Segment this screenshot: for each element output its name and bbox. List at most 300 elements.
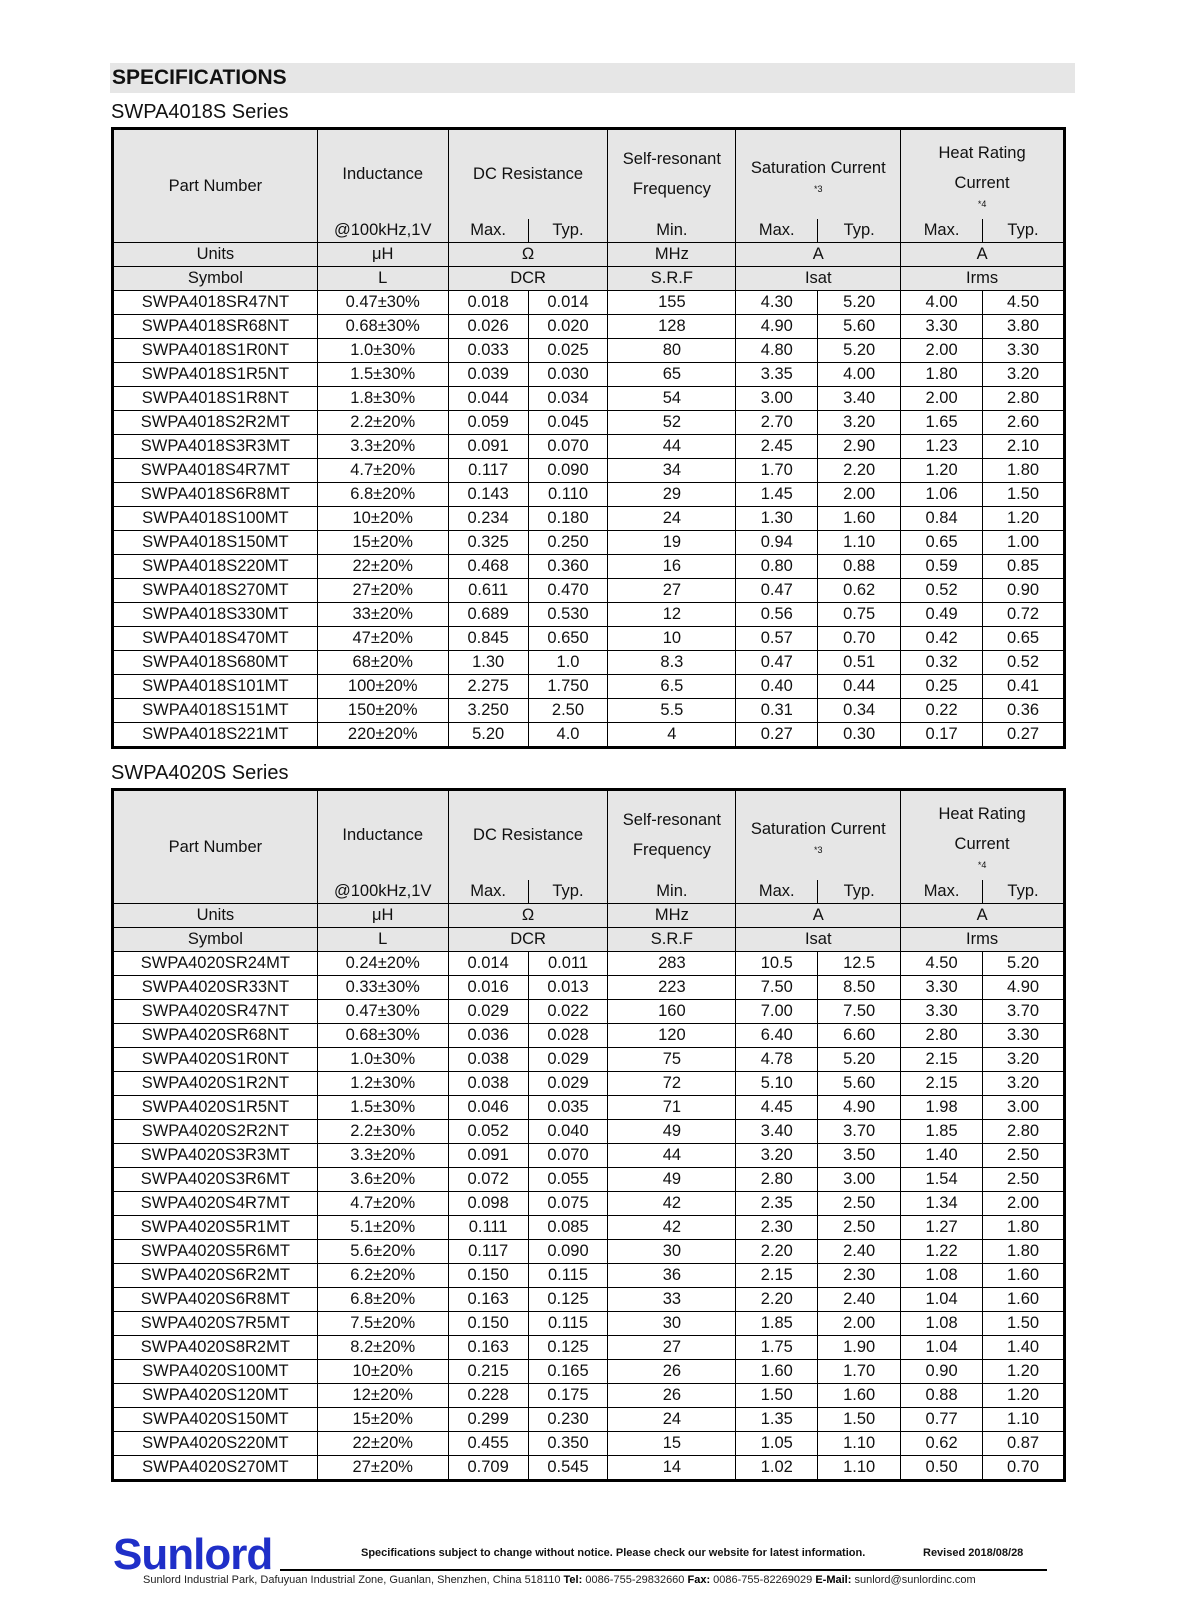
cell-isat-max: 4.80 — [736, 338, 818, 362]
cond-heat-max: Max. — [901, 880, 983, 904]
header-srf-line1: Self-resonant — [622, 811, 721, 830]
cell-dcr-max: 2.275 — [448, 674, 528, 698]
cell-irms-max: 0.17 — [901, 722, 983, 747]
cell-dcr-max: 0.468 — [448, 554, 528, 578]
table-row — [113, 698, 1065, 722]
cell-srf-min: 65 — [608, 362, 736, 386]
cell-irms-max: 2.00 — [901, 386, 983, 410]
header-sat-note: *3 — [813, 184, 823, 195]
cell-irms-typ: 0.41 — [983, 674, 1065, 698]
cell-irms-max: 0.32 — [901, 650, 983, 674]
header-self-resonant-frequency — [608, 790, 736, 880]
cell-srf-min: 44 — [608, 434, 736, 458]
cell-inductance: 3.3±20% — [317, 1143, 448, 1167]
header-self-resonant-frequency — [608, 129, 736, 219]
cell-irms-typ: 3.30 — [983, 338, 1065, 362]
cell-dcr-typ: 0.085 — [528, 1215, 608, 1239]
cell-dcr-typ: 0.470 — [528, 578, 608, 602]
cell-irms-typ: 1.60 — [983, 1263, 1065, 1287]
table-row — [113, 722, 1065, 747]
cell-dcr-typ: 0.360 — [528, 554, 608, 578]
cell-dcr-typ: 0.125 — [528, 1335, 608, 1359]
cell-irms-typ: 2.80 — [983, 386, 1065, 410]
cell-isat-typ: 2.50 — [818, 1215, 901, 1239]
symbol-srf: S.R.F — [608, 266, 736, 290]
cell-dcr-typ: 0.035 — [528, 1095, 608, 1119]
cell-part-number: SWPA4018SR47NT — [113, 290, 318, 314]
cell-isat-typ: 3.20 — [818, 410, 901, 434]
table-row — [113, 1311, 1065, 1335]
table-row — [113, 1071, 1065, 1095]
cell-irms-typ: 3.30 — [983, 1023, 1065, 1047]
cell-dcr-typ: 0.090 — [528, 458, 608, 482]
cell-isat-typ: 7.50 — [818, 999, 901, 1023]
symbol-srf: S.R.F — [608, 927, 736, 951]
cell-isat-typ: 5.20 — [818, 1047, 901, 1071]
cell-srf-min: 80 — [608, 338, 736, 362]
table-row — [113, 1407, 1065, 1431]
cell-srf-min: 33 — [608, 1287, 736, 1311]
cell-dcr-typ: 0.028 — [528, 1023, 608, 1047]
cell-part-number: SWPA4020S150MT — [113, 1407, 318, 1431]
cell-irms-max: 1.22 — [901, 1239, 983, 1263]
cell-inductance: 10±20% — [317, 506, 448, 530]
unit-srf: MHz — [608, 903, 736, 927]
cond-heat-typ: Typ. — [983, 219, 1065, 243]
cell-irms-max: 1.34 — [901, 1191, 983, 1215]
table-row — [113, 1047, 1065, 1071]
cell-dcr-max: 5.20 — [448, 722, 528, 747]
footer-contact — [143, 1574, 976, 1586]
table-row — [113, 1119, 1065, 1143]
footer-address: Sunlord Industrial Park, Dafuyuan Industrial Zone, Guanlan, Shenzhen, China 518110 — [143, 1574, 561, 1586]
cell-isat-max: 0.47 — [736, 578, 818, 602]
cell-dcr-typ: 1.0 — [528, 650, 608, 674]
cell-isat-max: 2.20 — [736, 1239, 818, 1263]
cell-irms-max: 2.15 — [901, 1047, 983, 1071]
cell-inductance: 33±20% — [317, 602, 448, 626]
cell-inductance: 68±20% — [317, 650, 448, 674]
cell-irms-typ: 1.80 — [983, 458, 1065, 482]
cell-dcr-typ: 0.650 — [528, 626, 608, 650]
cell-srf-min: 27 — [608, 1335, 736, 1359]
cell-irms-max: 1.08 — [901, 1311, 983, 1335]
cell-inductance: 5.1±20% — [317, 1215, 448, 1239]
cell-isat-max: 1.05 — [736, 1431, 818, 1455]
header-heat-rating-current — [901, 129, 1065, 219]
cell-irms-max: 1.98 — [901, 1095, 983, 1119]
cell-dcr-typ: 0.115 — [528, 1311, 608, 1335]
cell-dcr-typ: 0.125 — [528, 1287, 608, 1311]
cell-srf-min: 6.5 — [608, 674, 736, 698]
unit-heat: A — [901, 903, 1065, 927]
cell-inductance: 6.8±20% — [317, 1287, 448, 1311]
cell-inductance: 7.5±20% — [317, 1311, 448, 1335]
cell-dcr-max: 0.018 — [448, 290, 528, 314]
cell-isat-max: 4.90 — [736, 314, 818, 338]
cell-isat-typ: 8.50 — [818, 975, 901, 999]
cell-srf-min: 8.3 — [608, 650, 736, 674]
cell-dcr-typ: 0.070 — [528, 434, 608, 458]
unit-inductance: μH — [317, 242, 448, 266]
table-row — [113, 1167, 1065, 1191]
table-row — [113, 951, 1065, 975]
cell-irms-max: 0.88 — [901, 1383, 983, 1407]
cell-isat-max: 4.30 — [736, 290, 818, 314]
cell-irms-max: 0.50 — [901, 1455, 983, 1480]
cell-isat-typ: 0.70 — [818, 626, 901, 650]
cell-part-number: SWPA4020S100MT — [113, 1359, 318, 1383]
cell-irms-typ: 3.20 — [983, 1071, 1065, 1095]
cell-irms-max: 0.65 — [901, 530, 983, 554]
cell-isat-max: 7.50 — [736, 975, 818, 999]
cell-irms-typ: 1.80 — [983, 1215, 1065, 1239]
table-row — [113, 482, 1065, 506]
cell-dcr-max: 0.038 — [448, 1047, 528, 1071]
table-row — [113, 530, 1065, 554]
cell-dcr-typ: 1.750 — [528, 674, 608, 698]
units-label: Units — [113, 903, 318, 927]
cell-isat-max: 5.10 — [736, 1071, 818, 1095]
cell-isat-max: 0.31 — [736, 698, 818, 722]
cell-irms-typ: 1.60 — [983, 1287, 1065, 1311]
cell-isat-max: 2.30 — [736, 1215, 818, 1239]
cell-srf-min: 71 — [608, 1095, 736, 1119]
cell-dcr-max: 0.052 — [448, 1119, 528, 1143]
cell-part-number: SWPA4020S4R7MT — [113, 1191, 318, 1215]
cell-part-number: SWPA4020S270MT — [113, 1455, 318, 1480]
symbol-sat: Isat — [736, 266, 901, 290]
cell-srf-min: 72 — [608, 1071, 736, 1095]
cell-dcr-typ: 0.013 — [528, 975, 608, 999]
cond-inductance: @100kHz,1V — [317, 880, 448, 904]
cell-isat-max: 10.5 — [736, 951, 818, 975]
cell-srf-min: 12 — [608, 602, 736, 626]
cond-srf-min: Min. — [608, 219, 736, 243]
cell-part-number: SWPA4020S120MT — [113, 1383, 318, 1407]
cell-dcr-typ: 0.090 — [528, 1239, 608, 1263]
cell-srf-min: 14 — [608, 1455, 736, 1480]
cell-isat-typ: 6.60 — [818, 1023, 901, 1047]
cell-srf-min: 155 — [608, 290, 736, 314]
cell-srf-min: 34 — [608, 458, 736, 482]
cell-srf-min: 52 — [608, 410, 736, 434]
cell-isat-max: 4.45 — [736, 1095, 818, 1119]
header-dc-resistance: DC Resistance — [448, 790, 608, 880]
cell-srf-min: 27 — [608, 578, 736, 602]
cell-dcr-max: 0.026 — [448, 314, 528, 338]
cell-inductance: 6.8±20% — [317, 482, 448, 506]
cell-isat-typ: 2.50 — [818, 1191, 901, 1215]
cell-isat-max: 2.80 — [736, 1167, 818, 1191]
cell-dcr-typ: 4.0 — [528, 722, 608, 747]
cell-part-number: SWPA4018S6R8MT — [113, 482, 318, 506]
cell-dcr-typ: 0.070 — [528, 1143, 608, 1167]
cell-isat-typ: 0.51 — [818, 650, 901, 674]
cell-dcr-max: 0.036 — [448, 1023, 528, 1047]
cell-irms-max: 3.30 — [901, 314, 983, 338]
cell-inductance: 0.47±30% — [317, 290, 448, 314]
cell-irms-max: 1.80 — [901, 362, 983, 386]
cell-irms-max: 2.00 — [901, 338, 983, 362]
cell-isat-typ: 3.70 — [818, 1119, 901, 1143]
table-row — [113, 1239, 1065, 1263]
cell-part-number: SWPA4018S1R8NT — [113, 386, 318, 410]
cell-irms-typ: 1.20 — [983, 1383, 1065, 1407]
cell-irms-typ: 2.10 — [983, 434, 1065, 458]
cell-part-number: SWPA4020S6R2MT — [113, 1263, 318, 1287]
cell-part-number: SWPA4018S470MT — [113, 626, 318, 650]
cell-isat-max: 4.78 — [736, 1047, 818, 1071]
cell-irms-typ: 2.50 — [983, 1167, 1065, 1191]
cell-isat-max: 2.15 — [736, 1263, 818, 1287]
cell-isat-typ: 1.50 — [818, 1407, 901, 1431]
cell-inductance: 1.5±30% — [317, 362, 448, 386]
cell-inductance: 22±20% — [317, 1431, 448, 1455]
cond-dcr-max: Max. — [448, 880, 528, 904]
cond-sat-typ: Typ. — [818, 219, 901, 243]
cell-part-number: SWPA4020S8R2MT — [113, 1335, 318, 1359]
cell-part-number: SWPA4018S150MT — [113, 530, 318, 554]
cell-irms-max: 3.30 — [901, 975, 983, 999]
cell-part-number: SWPA4020S1R5NT — [113, 1095, 318, 1119]
cell-isat-max: 1.02 — [736, 1455, 818, 1480]
unit-heat: A — [901, 242, 1065, 266]
cell-irms-max: 0.22 — [901, 698, 983, 722]
cell-isat-max: 3.00 — [736, 386, 818, 410]
cell-srf-min: 120 — [608, 1023, 736, 1047]
cell-part-number: SWPA4018S1R0NT — [113, 338, 318, 362]
cell-srf-min: 42 — [608, 1215, 736, 1239]
cell-part-number: SWPA4020SR68NT — [113, 1023, 318, 1047]
spec-table-swpa4018s — [111, 127, 1066, 749]
cell-isat-max: 0.47 — [736, 650, 818, 674]
cell-part-number: SWPA4020SR33NT — [113, 975, 318, 999]
table-row — [113, 674, 1065, 698]
cell-irms-max: 1.20 — [901, 458, 983, 482]
table-row — [113, 1215, 1065, 1239]
cell-inductance: 10±20% — [317, 1359, 448, 1383]
cell-part-number: SWPA4020S5R1MT — [113, 1215, 318, 1239]
cell-isat-max: 6.40 — [736, 1023, 818, 1047]
cell-isat-typ: 2.00 — [818, 1311, 901, 1335]
cell-part-number: SWPA4018S100MT — [113, 506, 318, 530]
cell-irms-max: 1.40 — [901, 1143, 983, 1167]
unit-sat: A — [736, 242, 901, 266]
cell-isat-max: 2.35 — [736, 1191, 818, 1215]
cell-isat-max: 2.45 — [736, 434, 818, 458]
header-heat-line1: Heat Rating — [938, 144, 1026, 163]
cell-part-number: SWPA4018S270MT — [113, 578, 318, 602]
cell-isat-typ: 1.90 — [818, 1335, 901, 1359]
cell-irms-max: 1.23 — [901, 434, 983, 458]
cell-dcr-typ: 0.165 — [528, 1359, 608, 1383]
header-srf-line2: Frequency — [632, 180, 711, 199]
cell-srf-min: 10 — [608, 626, 736, 650]
table-row — [113, 434, 1065, 458]
cell-dcr-max: 0.046 — [448, 1095, 528, 1119]
cond-dcr-typ: Typ. — [528, 219, 608, 243]
cell-inductance: 0.47±30% — [317, 999, 448, 1023]
cell-dcr-typ: 0.055 — [528, 1167, 608, 1191]
cell-isat-max: 1.30 — [736, 506, 818, 530]
unit-inductance: μH — [317, 903, 448, 927]
header-heat-line2: Current — [954, 835, 1010, 854]
cell-dcr-max: 0.689 — [448, 602, 528, 626]
cell-isat-typ: 12.5 — [818, 951, 901, 975]
footer-fax-label: Fax: — [687, 1574, 711, 1586]
cell-inductance: 100±20% — [317, 674, 448, 698]
cell-irms-typ: 4.50 — [983, 290, 1065, 314]
cell-isat-typ: 3.40 — [818, 386, 901, 410]
footer-notice: Specifications subject to change without notice. Please check our website for latest information. — [361, 1547, 866, 1559]
cell-srf-min: 223 — [608, 975, 736, 999]
cell-dcr-typ: 0.030 — [528, 362, 608, 386]
header-part-number: Part Number — [113, 790, 318, 904]
header-saturation-current — [736, 790, 901, 880]
cell-irms-typ: 1.20 — [983, 1359, 1065, 1383]
cell-inductance: 15±20% — [317, 1407, 448, 1431]
cell-dcr-typ: 0.034 — [528, 386, 608, 410]
cell-inductance: 1.5±30% — [317, 1095, 448, 1119]
cell-irms-typ: 3.20 — [983, 362, 1065, 386]
cell-irms-max: 1.06 — [901, 482, 983, 506]
header-heat-note: *4 — [977, 860, 987, 871]
cell-isat-typ: 0.62 — [818, 578, 901, 602]
cell-dcr-typ: 0.230 — [528, 1407, 608, 1431]
cell-dcr-max: 0.033 — [448, 338, 528, 362]
cell-isat-typ: 5.20 — [818, 338, 901, 362]
cell-srf-min: 44 — [608, 1143, 736, 1167]
units-label: Units — [113, 242, 318, 266]
cell-inductance: 0.68±30% — [317, 314, 448, 338]
cell-irms-max: 1.65 — [901, 410, 983, 434]
cell-inductance: 1.2±30% — [317, 1071, 448, 1095]
cell-irms-max: 0.52 — [901, 578, 983, 602]
cell-dcr-max: 0.150 — [448, 1311, 528, 1335]
cell-srf-min: 283 — [608, 951, 736, 975]
unit-dcr: Ω — [448, 242, 608, 266]
symbol-sat: Isat — [736, 927, 901, 951]
cell-inductance: 3.6±20% — [317, 1167, 448, 1191]
cell-isat-typ: 4.00 — [818, 362, 901, 386]
table-row — [113, 338, 1065, 362]
cell-dcr-max: 0.143 — [448, 482, 528, 506]
cell-isat-typ: 2.00 — [818, 482, 901, 506]
cell-dcr-typ: 0.022 — [528, 999, 608, 1023]
cell-isat-max: 2.70 — [736, 410, 818, 434]
cell-isat-typ: 2.20 — [818, 458, 901, 482]
cell-part-number: SWPA4020SR24MT — [113, 951, 318, 975]
cell-irms-max: 0.49 — [901, 602, 983, 626]
cell-dcr-max: 3.250 — [448, 698, 528, 722]
cell-inductance: 22±20% — [317, 554, 448, 578]
cell-srf-min: 36 — [608, 1263, 736, 1287]
cell-irms-typ: 0.87 — [983, 1431, 1065, 1455]
cell-dcr-typ: 0.014 — [528, 290, 608, 314]
header-part-number: Part Number — [113, 129, 318, 243]
cell-part-number: SWPA4018S221MT — [113, 722, 318, 747]
cell-dcr-max: 0.014 — [448, 951, 528, 975]
cell-irms-typ: 5.20 — [983, 951, 1065, 975]
cell-dcr-typ: 0.075 — [528, 1191, 608, 1215]
cell-inductance: 8.2±20% — [317, 1335, 448, 1359]
cell-srf-min: 160 — [608, 999, 736, 1023]
cell-irms-max: 1.27 — [901, 1215, 983, 1239]
cell-isat-max: 1.50 — [736, 1383, 818, 1407]
cell-inductance: 1.0±30% — [317, 338, 448, 362]
cell-irms-typ: 0.72 — [983, 602, 1065, 626]
cell-dcr-max: 0.234 — [448, 506, 528, 530]
cell-srf-min: 54 — [608, 386, 736, 410]
cell-dcr-max: 0.228 — [448, 1383, 528, 1407]
table-row — [113, 1431, 1065, 1455]
cell-dcr-max: 0.845 — [448, 626, 528, 650]
cell-isat-max: 1.35 — [736, 1407, 818, 1431]
cell-irms-max: 4.50 — [901, 951, 983, 975]
cell-irms-max: 2.80 — [901, 1023, 983, 1047]
cell-irms-typ: 0.90 — [983, 578, 1065, 602]
cell-isat-typ: 2.90 — [818, 434, 901, 458]
cell-part-number: SWPA4018S3R3MT — [113, 434, 318, 458]
cell-dcr-max: 0.039 — [448, 362, 528, 386]
table-row — [113, 1263, 1065, 1287]
cell-isat-max: 3.40 — [736, 1119, 818, 1143]
header-heat-note: *4 — [977, 199, 987, 210]
footer-revised-date: Revised 2018/08/28 — [923, 1547, 1024, 1559]
cell-irms-typ: 1.10 — [983, 1407, 1065, 1431]
cell-srf-min: 19 — [608, 530, 736, 554]
cell-isat-max: 0.94 — [736, 530, 818, 554]
cell-isat-max: 0.56 — [736, 602, 818, 626]
cell-isat-max: 3.35 — [736, 362, 818, 386]
cell-dcr-typ: 0.029 — [528, 1071, 608, 1095]
header-srf-line1: Self-resonant — [622, 150, 721, 169]
cell-dcr-max: 0.016 — [448, 975, 528, 999]
cell-isat-typ: 3.00 — [818, 1167, 901, 1191]
cell-irms-typ: 0.70 — [983, 1455, 1065, 1480]
unit-sat: A — [736, 903, 901, 927]
cell-inductance: 6.2±20% — [317, 1263, 448, 1287]
cell-dcr-max: 0.098 — [448, 1191, 528, 1215]
cell-isat-max: 1.75 — [736, 1335, 818, 1359]
cell-dcr-max: 0.072 — [448, 1167, 528, 1191]
cell-srf-min: 26 — [608, 1359, 736, 1383]
cell-isat-typ: 5.60 — [818, 314, 901, 338]
cell-isat-max: 1.60 — [736, 1359, 818, 1383]
cell-dcr-typ: 0.250 — [528, 530, 608, 554]
cell-isat-typ: 0.88 — [818, 554, 901, 578]
cell-inductance: 1.8±30% — [317, 386, 448, 410]
cell-part-number: SWPA4018S151MT — [113, 698, 318, 722]
unit-srf: MHz — [608, 242, 736, 266]
cell-irms-typ: 2.60 — [983, 410, 1065, 434]
cell-irms-max: 0.90 — [901, 1359, 983, 1383]
header-inductance: Inductance — [317, 790, 448, 880]
cell-srf-min: 26 — [608, 1383, 736, 1407]
cell-inductance: 1.0±30% — [317, 1047, 448, 1071]
cell-dcr-max: 0.611 — [448, 578, 528, 602]
cell-dcr-typ: 0.115 — [528, 1263, 608, 1287]
cell-inductance: 47±20% — [317, 626, 448, 650]
table-row — [113, 1191, 1065, 1215]
table-row — [113, 506, 1065, 530]
cell-part-number: SWPA4020S6R8MT — [113, 1287, 318, 1311]
cell-dcr-typ: 0.530 — [528, 602, 608, 626]
cell-part-number: SWPA4020S3R3MT — [113, 1143, 318, 1167]
cell-irms-max: 1.04 — [901, 1287, 983, 1311]
cell-srf-min: 49 — [608, 1119, 736, 1143]
